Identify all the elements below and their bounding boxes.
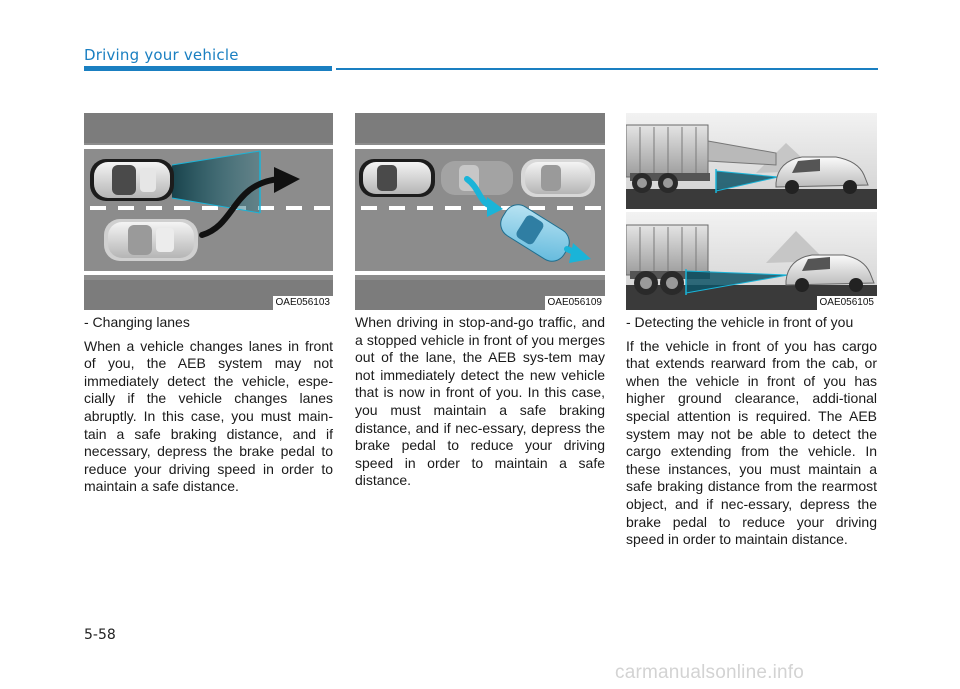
page-number: 5-58 (84, 627, 116, 643)
paragraph-stop-and-go: When driving in stop-and-go traffic, and a stopped vehicle in front of you merges out of the lane, the AEB sys-tem may not immediately detect the new vehicle that is now in front of you. In this case, you must maintain a safe braking distance, and if nec-essary, depress the brake pedal to reduce your driving speed in order to maintain a safe distance. (355, 314, 605, 489)
paragraph-changing-lanes: When a vehicle changes lanes in front of you, the AEB system may not immediately detect the vehicle, espe-cially if the vehicle changes lanes abruptly. In this case, you must main-tain a safe braking distance, and if necessary, depress the brake pedal to reduce your driving speed in order to maintain a safe distance. (84, 337, 333, 495)
figure-code: OAE056109 (545, 296, 606, 310)
truck-cargo-illustration (626, 113, 877, 310)
paragraph-detecting-vehicle: If the vehicle in front of you has cargo that extends rearward from the cab, or when the vehicle in front of you has higher ground clearance, addi-tional special attention is required. The AEB system may not be able to detect the cargo extending from the vehicle. In these instances, you must maintain a safe braking distance from the rearmost object, and if nec-essary, depress the brake pedal to reduce your driving speed in order to maintain distance. (626, 337, 877, 548)
figure-changing-lanes (84, 113, 333, 310)
changing-lanes-illustration (84, 113, 333, 310)
subheading-detecting-vehicle: - Detecting the vehicle in front of you (626, 314, 854, 330)
stop-and-go-illustration (355, 113, 605, 310)
text-column-1 (84, 314, 333, 502)
text-column-3 (626, 314, 877, 555)
watermark: carmanualsonline.info (615, 662, 805, 683)
section-title: Driving your vehicle (84, 46, 239, 64)
figure-stop-and-go (355, 113, 605, 310)
header-rule-thin (336, 68, 878, 70)
text-column-2 (355, 314, 605, 496)
subheading-changing-lanes: - Changing lanes (84, 314, 190, 330)
figure-code: OAE056105 (817, 296, 878, 310)
header-rule-thick (84, 66, 332, 71)
figure-code: OAE056103 (273, 296, 334, 310)
figure-truck-cargo (626, 113, 877, 310)
